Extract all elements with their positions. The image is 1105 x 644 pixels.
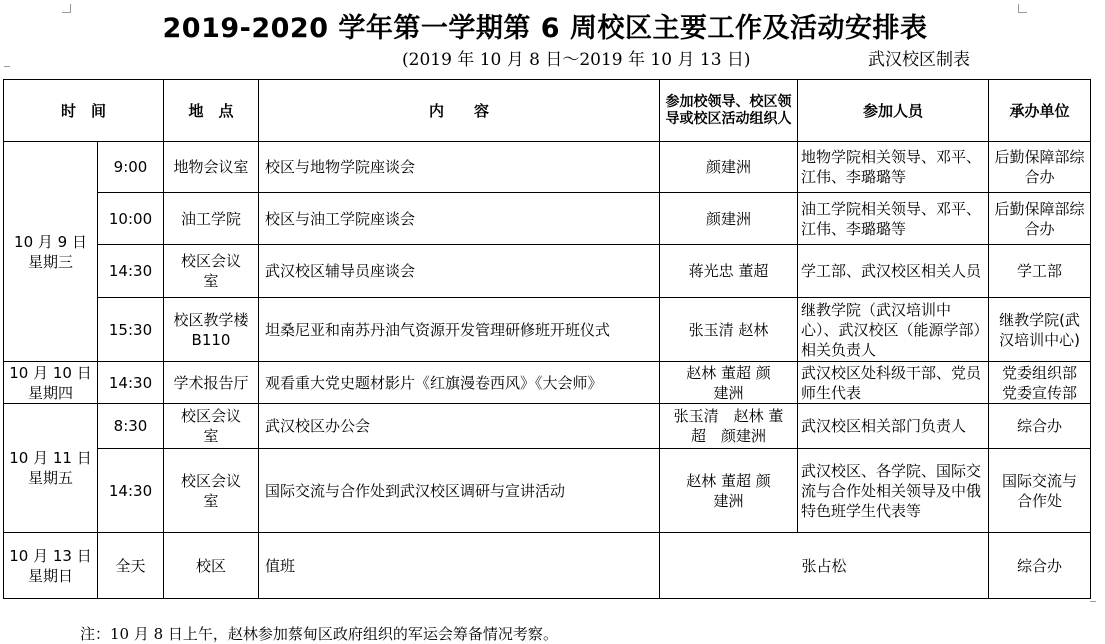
organizer-cell: 后勤保障部综合办 xyxy=(989,142,1091,193)
leaders-cell: 赵林 董超 颜建洲 xyxy=(660,449,798,533)
leaders-cell: 赵林 董超 颜建洲 xyxy=(660,362,798,404)
content-cell: 武汉校区办公会 xyxy=(259,404,660,449)
content-cell: 武汉校区辅导员座谈会 xyxy=(259,245,660,298)
date-range: (2019 年 10 月 8 日～2019 年 10 月 13 日) xyxy=(402,50,751,70)
leaders-cell: 颜建洲 xyxy=(660,142,798,193)
organizer-cell: 后勤保障部综合办 xyxy=(989,193,1091,245)
time-cell: 8:30 xyxy=(98,404,164,449)
place-cell: 校区会议室 xyxy=(164,245,259,298)
content-cell: 值班 xyxy=(259,533,660,599)
leaders-cell: 蒋光忠 董超 xyxy=(660,245,798,298)
header-time: 时 间 xyxy=(4,80,164,142)
place-cell: 校区会议室 xyxy=(164,449,259,533)
table-row xyxy=(4,449,1091,533)
table-row xyxy=(4,245,1091,298)
date-cell xyxy=(4,533,98,599)
place-cell: 校区会议室 xyxy=(164,404,259,449)
footnote: 注：10 月 8 日上午，赵林参加蔡甸区政府组织的军运会筹备情况考察。 xyxy=(80,625,558,643)
header-organizer: 承办单位 xyxy=(989,80,1091,142)
organizer-cell: 学工部 xyxy=(989,245,1091,298)
header-leaders: 参加校领导、校区领导或校区活动组织人 xyxy=(660,80,798,142)
header-content: 内 容 xyxy=(259,80,660,142)
time-cell: 14:30 xyxy=(98,362,164,404)
place-cell: 油工学院 xyxy=(164,193,259,245)
participants-cell: 武汉校区相关部门负责人 xyxy=(798,404,989,449)
table-row xyxy=(4,298,1091,362)
leaders-cell: 张玉清 赵林 董超 颜建洲 xyxy=(660,404,798,449)
content-cell: 观看重大党史题材影片《红旗漫卷西风》《大会师》 xyxy=(259,362,660,404)
weekday-label: 星期三 xyxy=(27,252,73,271)
participants-cell: 学工部、武汉校区相关人员 xyxy=(798,245,989,298)
organizer-cell: 国际交流与合作处 xyxy=(989,449,1091,533)
date-cell xyxy=(4,362,98,404)
content-cell: 校区与地物学院座谈会 xyxy=(259,142,660,193)
leaders-cell: 颜建洲 xyxy=(660,193,798,245)
weekday-label: 星期日 xyxy=(27,566,73,585)
margin-corner-mark xyxy=(4,66,10,75)
place-cell: 学术报告厅 xyxy=(164,362,259,404)
organizer-cell: 党委组织部党委宣传部 xyxy=(989,362,1091,404)
weekday-label: 星期五 xyxy=(27,469,73,487)
duty-cell: 张占松 xyxy=(660,533,989,599)
date-label: 10 月 10 日 xyxy=(9,363,92,382)
content-cell: 校区与油工学院座谈会 xyxy=(259,193,660,245)
date-label: 10 月 9 日 xyxy=(14,232,87,251)
place-cell: 校区 xyxy=(164,533,259,599)
table-row xyxy=(4,533,1091,599)
header-participants: 参加人员 xyxy=(798,80,989,142)
time-cell: 全天 xyxy=(98,533,164,599)
time-cell: 9:00 xyxy=(98,142,164,193)
participants-cell: 武汉校区处科级干部、党员师生代表 xyxy=(798,362,989,404)
table-row xyxy=(4,404,1091,449)
place-cell: 地物会议室 xyxy=(164,142,259,193)
content-cell: 国际交流与合作处到武汉校区调研与宣讲活动 xyxy=(259,449,660,533)
time-cell: 15:30 xyxy=(98,298,164,362)
leaders-cell: 张玉清 赵林 xyxy=(660,298,798,362)
time-cell: 10:00 xyxy=(98,193,164,245)
table-header-row xyxy=(4,80,1091,142)
time-cell: 14:30 xyxy=(98,245,164,298)
participants-cell: 地物学院相关领导、邓平、江伟、李璐璐等 xyxy=(798,142,989,193)
place-cell: 校区教学楼B110 xyxy=(164,298,259,362)
content-cell: 坦桑尼亚和南苏丹油气资源开发管理研修班开班仪式 xyxy=(259,298,660,362)
organizer-cell: 继教学院(武汉培训中心) xyxy=(989,298,1091,362)
margin-corner-mark xyxy=(1090,601,1096,610)
schedule-table xyxy=(3,79,1091,599)
table-row xyxy=(4,362,1091,404)
participants-cell: 继教学院（武汉培训中心）、武汉校区（能源学部）相关负责人 xyxy=(798,298,989,362)
table-row xyxy=(4,142,1091,193)
participants-cell: 油工学院相关领导、邓平、江伟、李璐璐等 xyxy=(798,193,989,245)
date-cell xyxy=(4,404,98,533)
date-label: 10 月 11 日 xyxy=(9,449,92,467)
time-cell: 14:30 xyxy=(98,449,164,533)
table-row xyxy=(4,193,1091,245)
organizer-cell: 综合办 xyxy=(989,533,1091,599)
date-cell xyxy=(4,142,98,362)
date-label: 10 月 13 日 xyxy=(9,546,92,565)
participants-cell: 武汉校区、各学院、国际交流与合作处相关领导及中俄特色班学生代表等 xyxy=(798,449,989,533)
page-title: 2019-2020 学年第一学期第 6 周校区主要工作及活动安排表 xyxy=(162,13,928,44)
organizer-cell: 综合办 xyxy=(989,404,1091,449)
weekday-label: 星期四 xyxy=(27,383,73,402)
issuer-label: 武汉校区制表 xyxy=(868,50,970,70)
header-place: 地 点 xyxy=(164,80,259,142)
